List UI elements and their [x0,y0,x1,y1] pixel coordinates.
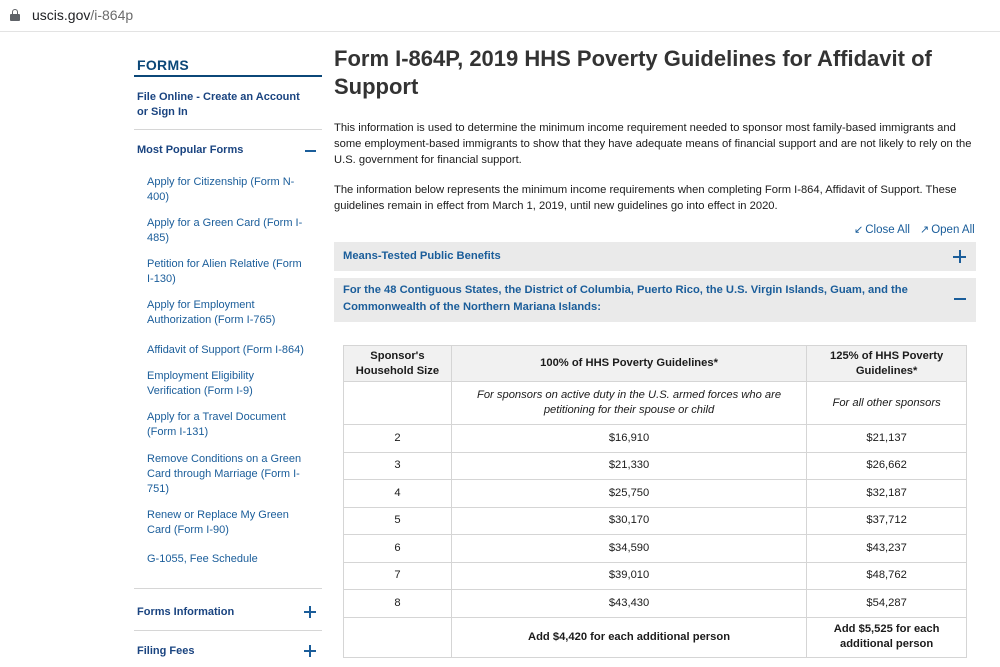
table-cell: $21,330 [451,452,806,480]
sidebar-item-employment-auth[interactable]: Apply for Employment Authorization (Form I-765) [147,299,276,326]
table-row [344,452,967,480]
table-cell: $25,750 [451,480,806,508]
sidebar-item-remove-conditions[interactable]: Remove Conditions on a Green Card through Marriage (Form I-751) [147,453,302,495]
table-cell: $43,237 [807,535,967,563]
sidebar-title: FORMS [137,57,190,73]
header-household-size: Sponsor's Household Size [344,346,452,382]
sidebar-item-green-card[interactable]: Apply for a Green Card (Form I-485) [147,217,303,244]
table-cell [344,382,452,425]
open-all-label: Open All [931,224,975,236]
url-domain: uscis.gov [32,7,91,23]
table-cell: For sponsors on active duty in the U.S. armed forces who are petitioning for their spouse or child [451,382,806,425]
url-text[interactable] [32,7,133,23]
table-row [344,425,967,453]
info-paragraph: The information below represents the minimum income requirements when completing Form I-864, Affidavit of Support. These guidelines remain in effect from March 1, 2019, until new guidelines go into effect in 2020. [334,184,957,212]
accordion-contiguous-states[interactable] [334,278,976,322]
table-cell: $16,910 [451,425,806,453]
table-cell: For all other sponsors [807,382,967,425]
table-cell: 6 [344,535,452,563]
table-subheader-row [344,382,967,425]
table-cell: 7 [344,562,452,590]
sidebar-title-rule [134,75,322,77]
open-all-link[interactable] [920,223,975,236]
table-cell: 3 [344,452,452,480]
table-cell: $37,712 [807,507,967,535]
expand-icon[interactable] [304,645,316,657]
sidebar-item-alien-relative[interactable]: Petition for Alien Relative (Form I-130) [147,258,302,285]
table-cell: Add $5,525 for each additional person [807,617,967,657]
header-125-percent: 125% of HHS Poverty Guidelines* [807,346,967,382]
table-cell: $32,187 [807,480,967,508]
sidebar-item-affidavit[interactable]: Affidavit of Support (Form I-864) [147,344,304,356]
accordion-label: For the 48 Contiguous States, the District of Columbia, Puerto Rico, the U.S. Virgin Islands, Guam, and the Commonwealth of the Northern Mariana Islands: [343,284,908,313]
table-row [344,507,967,535]
table-cell: 2 [344,425,452,453]
sidebar-section-forms-information[interactable]: Forms Information [137,606,235,618]
url-path: /i-864p [90,7,134,23]
close-all-link[interactable] [854,223,910,236]
close-all-label: Close All [865,224,910,236]
table-row [344,562,967,590]
table-cell: $54,287 [807,590,967,618]
expand-arrows-icon: ↗ [920,224,930,236]
expand-icon[interactable] [304,606,316,618]
sidebar-item-travel-document[interactable]: Apply for a Travel Document (Form I-131) [147,411,286,438]
table-cell: $43,430 [451,590,806,618]
collapse-icon[interactable] [305,150,316,152]
collapse-icon[interactable] [954,298,966,300]
sidebar-divider [134,129,322,130]
table-cell: $34,590 [451,535,806,563]
accordion-means-tested[interactable] [334,242,976,271]
collapse-arrows-icon: ↙ [854,224,864,236]
sidebar-divider [134,588,322,589]
table-cell: $21,137 [807,425,967,453]
table-cell: Add $4,420 for each additional person [451,617,806,657]
sidebar-section-filing-fees[interactable]: Filing Fees [137,645,195,657]
header-100-percent: 100% of HHS Poverty Guidelines* [451,346,806,382]
table-row [344,590,967,618]
table-cell [344,617,452,657]
table-cell: $30,170 [451,507,806,535]
sidebar-item-i9[interactable]: Employment Eligibility Verification (Form I-9) [147,370,254,397]
sidebar-item-renew-green-card[interactable]: Renew or Replace My Green Card (Form I-90) [147,509,289,536]
sidebar-item-fee-schedule[interactable]: G-1055, Fee Schedule [147,553,258,565]
page-title: Form I-864P, 2019 HHS Poverty Guidelines for Affidavit of Support [334,46,932,99]
poverty-guidelines-table [343,345,967,658]
table-cell: $39,010 [451,562,806,590]
sidebar-item-citizenship[interactable]: Apply for Citizenship (Form N-400) [147,176,295,203]
table-header-row [344,346,967,382]
table-row [344,480,967,508]
browser-address-bar[interactable] [0,0,1000,32]
table-cell: $26,662 [807,452,967,480]
table-cell: 4 [344,480,452,508]
sidebar-link-file-online[interactable]: File Online - Create an Account or Sign In [137,91,300,118]
lock-icon [10,9,20,21]
table-cell: 5 [344,507,452,535]
table-total-row [344,617,967,657]
table-cell: 8 [344,590,452,618]
sidebar-divider [134,630,322,631]
table-row [344,535,967,563]
sidebar-section-most-popular[interactable]: Most Popular Forms [137,144,244,156]
table-cell: $48,762 [807,562,967,590]
expand-icon[interactable] [953,250,966,263]
accordion-label: Means-Tested Public Benefits [343,250,501,262]
intro-paragraph: This information is used to determine the minimum income requirement needed to sponsor most family-based immigrants and some employment-based immigrants to show that they have adequate means of financial support and are not likely to rely on the U.S. government for financial support. [334,122,972,166]
